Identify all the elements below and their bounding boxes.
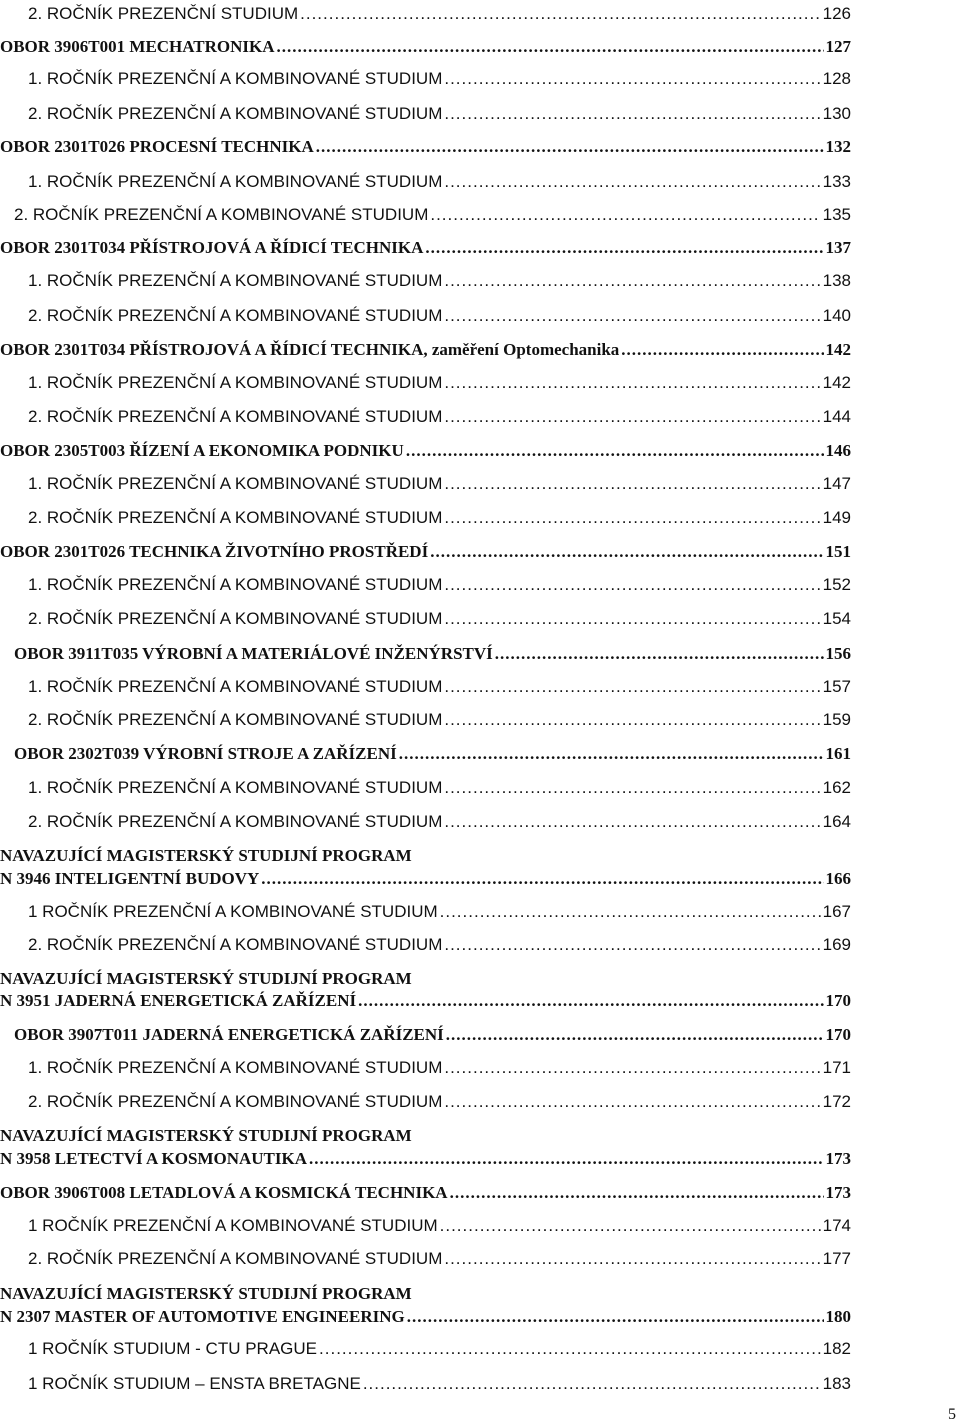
toc-entry-title: 1. ROČNÍK PREZENČNÍ A KOMBINOVANÉ STUDIUM	[28, 474, 443, 493]
program-heading: NAVAZUJÍCÍ MAGISTERSKÝ STUDIJNÍ PROGRAM	[0, 846, 412, 865]
toc-leader	[495, 644, 824, 664]
toc-entry-title: OBOR 3911T035 VÝROBNÍ A MATERIÁLOVÉ INŽENÝRSTVÍ	[14, 644, 493, 663]
toc-entry[interactable]	[28, 474, 851, 494]
toc-entry-title: 1. ROČNÍK PREZENČNÍ A KOMBINOVANÉ STUDIUM	[28, 1058, 443, 1077]
toc-entry-title: N 3958 LETECTVÍ A KOSMONAUTIKA	[0, 1149, 307, 1168]
toc-entry[interactable]	[28, 778, 851, 798]
toc-entry[interactable]	[14, 1025, 851, 1045]
toc-entry-page: 170	[825, 1025, 851, 1044]
toc-leader	[444, 1092, 820, 1112]
toc-leader	[444, 407, 820, 427]
toc-leader	[444, 271, 820, 291]
toc-entry[interactable]	[28, 677, 851, 697]
toc-entry-title: OBOR 2301T034 PŘÍSTROJOVÁ A ŘÍDICÍ TECHNIKA	[0, 238, 424, 257]
toc-entry-title: N 3946 INTELIGENTNÍ BUDOVY	[0, 869, 260, 888]
toc-leader	[450, 1183, 824, 1203]
toc-entry[interactable]	[28, 575, 851, 595]
toc-entry-page: 169	[822, 935, 851, 954]
toc-entry[interactable]	[0, 991, 851, 1011]
toc-entry-page: 182	[822, 1339, 851, 1358]
toc-leader	[300, 4, 820, 24]
toc-entry[interactable]	[28, 1249, 851, 1269]
toc-entry[interactable]	[28, 508, 851, 528]
toc-leader	[444, 306, 820, 326]
toc-entry[interactable]	[0, 238, 851, 258]
toc-entry[interactable]	[28, 172, 851, 192]
toc-entry-title: 2. ROČNÍK PREZENČNÍ A KOMBINOVANÉ STUDIUM	[28, 812, 443, 831]
toc-leader	[261, 869, 823, 889]
toc-entry[interactable]	[28, 710, 851, 730]
toc-entry[interactable]	[28, 104, 851, 124]
toc-entry-page: 164	[822, 812, 851, 831]
toc-entry-page: 157	[822, 677, 851, 696]
toc-leader	[319, 1339, 821, 1359]
toc-entry[interactable]	[0, 137, 851, 157]
toc-entry-title: 1. ROČNÍK PREZENČNÍ A KOMBINOVANÉ STUDIUM	[28, 172, 443, 191]
toc-entry[interactable]	[28, 271, 851, 291]
toc-entry-title: OBOR 2301T026 PROCESNÍ TECHNIKA	[0, 137, 314, 156]
toc-leader	[444, 778, 820, 798]
toc-entry-page: 180	[825, 1307, 851, 1326]
toc-entry[interactable]	[28, 306, 851, 326]
toc-entry[interactable]	[28, 902, 851, 922]
toc-entry[interactable]	[28, 69, 851, 89]
toc-leader	[440, 902, 821, 922]
toc-entry-title: OBOR 2301T026 TECHNIKA ŽIVOTNÍHO PROSTŘEDÍ	[0, 542, 429, 561]
toc-entry[interactable]	[0, 542, 851, 562]
toc-leader	[444, 104, 820, 124]
toc-leader	[406, 441, 824, 461]
toc-entry-page: 177	[822, 1249, 851, 1268]
toc-leader	[444, 373, 820, 393]
toc-entry-page: 173	[825, 1149, 851, 1168]
toc-leader	[444, 172, 820, 192]
toc-entry-page: 173	[825, 1183, 851, 1202]
toc-entry-title: 2. ROČNÍK PREZENČNÍ A KOMBINOVANÉ STUDIUM	[28, 609, 443, 628]
toc-entry-title: 2. ROČNÍK PREZENČNÍ A KOMBINOVANÉ STUDIUM	[28, 1249, 443, 1268]
toc-leader	[363, 1374, 821, 1394]
toc-entry-page: 162	[822, 778, 851, 797]
toc-entry-page: 161	[825, 744, 851, 763]
toc-entry-page: 137	[825, 238, 851, 257]
toc-entry-title: 1. ROČNÍK PREZENČNÍ A KOMBINOVANÉ STUDIUM	[28, 271, 443, 290]
program-heading: NAVAZUJÍCÍ MAGISTERSKÝ STUDIJNÍ PROGRAM	[0, 1284, 412, 1303]
toc-entry-title: 2. ROČNÍK PREZENČNÍ A KOMBINOVANÉ STUDIUM	[28, 508, 443, 527]
toc-entry-page: 151	[825, 542, 851, 561]
toc-entry[interactable]	[28, 1058, 851, 1078]
toc-leader	[316, 137, 824, 157]
toc-entry-title: 1 ROČNÍK STUDIUM - CTU PRAGUE	[28, 1339, 318, 1358]
toc-entry-title: 1 ROČNÍK PREZENČNÍ A KOMBINOVANÉ STUDIUM	[28, 902, 438, 921]
toc-entry-page: 132	[825, 137, 851, 156]
toc-entry-title: OBOR 2302T039 VÝROBNÍ STROJE A ZAŘÍZENÍ	[14, 744, 397, 763]
toc-entry-page: 144	[822, 407, 851, 426]
program-heading: NAVAZUJÍCÍ MAGISTERSKÝ STUDIJNÍ PROGRAM	[0, 969, 412, 988]
toc-entry-page: 183	[822, 1374, 851, 1393]
toc-entry-page: 127	[825, 37, 851, 56]
toc-entry-title: 2. ROČNÍK PREZENČNÍ A KOMBINOVANÉ STUDIUM	[28, 306, 443, 325]
toc-entry-title: 1. ROČNÍK PREZENČNÍ A KOMBINOVANÉ STUDIUM	[28, 778, 443, 797]
toc-entry[interactable]	[28, 935, 851, 955]
toc-entry[interactable]	[28, 609, 851, 629]
toc-entry-page: 166	[825, 869, 851, 888]
toc-entry[interactable]	[28, 407, 851, 427]
toc-entry-page: 138	[822, 271, 851, 290]
toc-entry-page: 174	[822, 1216, 851, 1235]
toc-entry-title: N 2307 MASTER OF AUTOMOTIVE ENGINEERING	[0, 1307, 405, 1326]
toc-entry-title: 1. ROČNÍK PREZENČNÍ A KOMBINOVANÉ STUDIUM	[28, 677, 443, 696]
toc-entry[interactable]	[0, 340, 851, 360]
toc-entry-page: 140	[822, 306, 851, 325]
program-heading: NAVAZUJÍCÍ MAGISTERSKÝ STUDIJNÍ PROGRAM	[0, 1126, 412, 1145]
toc-entry[interactable]	[28, 4, 851, 24]
toc-leader	[621, 340, 823, 360]
toc-entry[interactable]	[0, 441, 851, 461]
toc-leader	[277, 37, 824, 57]
toc-leader	[358, 991, 823, 1011]
toc-leader	[444, 812, 820, 832]
page-number: 5	[948, 1406, 956, 1423]
toc-entry-title: 2. ROČNÍK PREZENČNÍ A KOMBINOVANÉ STUDIUM	[14, 205, 429, 224]
toc-entry[interactable]	[0, 1307, 851, 1327]
toc-leader	[444, 609, 820, 629]
toc-leader	[444, 935, 820, 955]
toc-entry[interactable]	[28, 1092, 851, 1112]
toc-entry-page: 171	[822, 1058, 851, 1077]
toc-leader	[407, 1307, 824, 1327]
toc-leader	[444, 508, 820, 528]
toc-entry-title: OBOR 2301T034 PŘÍSTROJOVÁ A ŘÍDICÍ TECHNIKA, zaměření Optomechanika	[0, 340, 620, 359]
toc-entry[interactable]	[0, 1183, 851, 1203]
toc-entry-page: 142	[822, 373, 851, 392]
toc-entry-title: 2. ROČNÍK PREZENČNÍ A KOMBINOVANÉ STUDIUM	[28, 407, 443, 426]
toc-leader	[440, 1216, 821, 1236]
toc-entry-title: 2. ROČNÍK PREZENČNÍ A KOMBINOVANÉ STUDIUM	[28, 710, 443, 729]
toc-leader	[444, 69, 820, 89]
toc-entry-title: 2. ROČNÍK PREZENČNÍ STUDIUM	[28, 4, 299, 23]
toc-entry[interactable]	[14, 644, 851, 664]
toc-entry[interactable]	[0, 37, 851, 57]
toc-entry-page: 135	[822, 205, 851, 224]
toc-entry-page: 126	[822, 4, 851, 23]
toc-entry[interactable]	[28, 1374, 851, 1394]
toc-leader	[444, 1249, 820, 1269]
toc-leader	[444, 474, 820, 494]
toc-leader	[309, 1149, 824, 1169]
toc-entry-page: 146	[825, 441, 851, 460]
toc-leader	[399, 744, 824, 764]
toc-entry[interactable]	[28, 373, 851, 393]
toc-leader	[444, 575, 820, 595]
toc-entry-page: 130	[822, 104, 851, 123]
toc-entry-title: 2. ROČNÍK PREZENČNÍ A KOMBINOVANÉ STUDIUM	[28, 1092, 443, 1111]
toc-leader	[444, 677, 820, 697]
toc-entry[interactable]	[0, 869, 851, 889]
toc-entry-page: 167	[822, 902, 851, 921]
toc-entry-title: OBOR 3906T008 LETADLOVÁ A KOSMICKÁ TECHNIKA	[0, 1183, 448, 1202]
toc-entry-title: N 3951 JADERNÁ ENERGETICKÁ ZAŘÍZENÍ	[0, 991, 357, 1010]
toc-entry-page: 149	[822, 508, 851, 527]
toc-entry-page: 142	[825, 340, 851, 359]
toc-entry[interactable]	[0, 1149, 851, 1169]
toc-entry-title: 2. ROČNÍK PREZENČNÍ A KOMBINOVANÉ STUDIUM	[28, 935, 443, 954]
toc-entry-title: 1. ROČNÍK PREZENČNÍ A KOMBINOVANÉ STUDIUM	[28, 69, 443, 88]
toc-entry-title: OBOR 3906T001 MECHATRONIKA	[0, 37, 275, 56]
toc-entry-page: 156	[825, 644, 851, 663]
toc-leader	[430, 205, 820, 225]
toc-entry[interactable]	[14, 205, 851, 225]
toc-entry-title: 2. ROČNÍK PREZENČNÍ A KOMBINOVANÉ STUDIUM	[28, 104, 443, 123]
toc-entry[interactable]	[14, 744, 851, 764]
toc-entry-page: 172	[822, 1092, 851, 1111]
toc-entry-page: 170	[825, 991, 851, 1010]
toc-leader	[444, 1058, 820, 1078]
toc-entry-page: 128	[822, 69, 851, 88]
toc-entry-title: 1 ROČNÍK STUDIUM – ENSTA BRETAGNE	[28, 1374, 361, 1393]
toc-leader	[444, 710, 820, 730]
toc-entry-page: 152	[822, 575, 851, 594]
toc-entry-title: OBOR 2305T003 ŘÍZENÍ A EKONOMIKA PODNIKU	[0, 441, 404, 460]
toc-entry-title: OBOR 3907T011 JADERNÁ ENERGETICKÁ ZAŘÍZENÍ	[14, 1025, 444, 1044]
toc-entry-page: 133	[822, 172, 851, 191]
toc-entry-title: 1 ROČNÍK PREZENČNÍ A KOMBINOVANÉ STUDIUM	[28, 1216, 438, 1235]
toc-entry[interactable]	[28, 1216, 851, 1236]
toc-leader	[446, 1025, 824, 1045]
toc-entry-title: 1. ROČNÍK PREZENČNÍ A KOMBINOVANÉ STUDIUM	[28, 373, 443, 392]
toc-entry[interactable]	[28, 1339, 851, 1359]
toc-entry[interactable]	[28, 812, 851, 832]
toc-leader	[430, 542, 823, 562]
toc-leader	[425, 238, 823, 258]
toc-entry-title: 1. ROČNÍK PREZENČNÍ A KOMBINOVANÉ STUDIUM	[28, 575, 443, 594]
toc-entry-page: 147	[822, 474, 851, 493]
toc-entry-page: 159	[822, 710, 851, 729]
toc-entry-page: 154	[822, 609, 851, 628]
